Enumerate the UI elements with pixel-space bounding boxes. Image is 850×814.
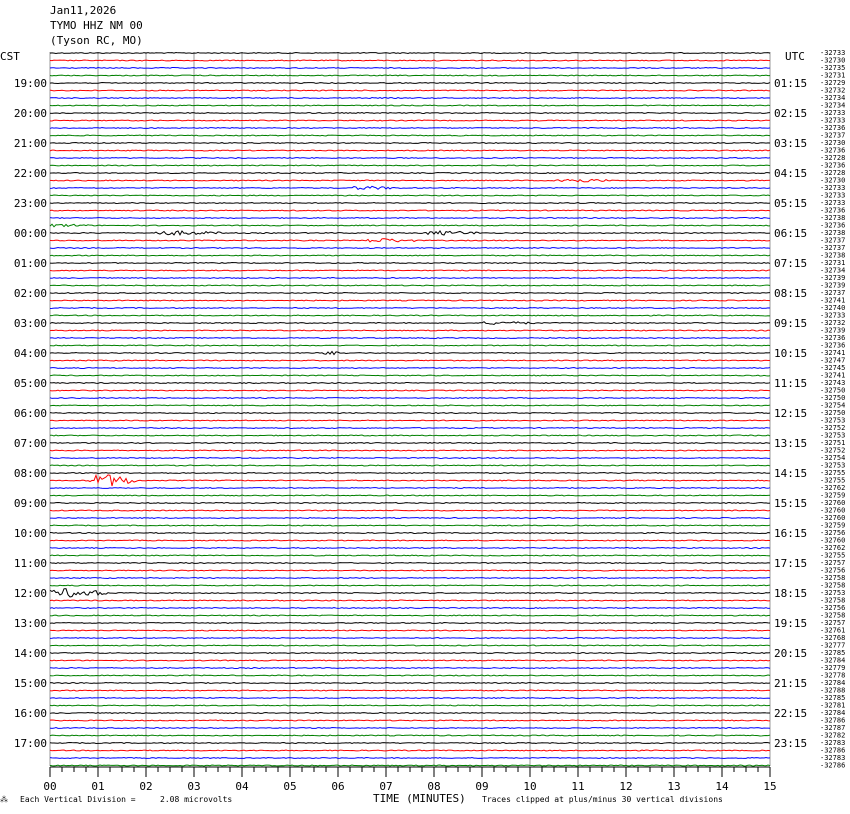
trace-offset-label: -32739 (820, 281, 846, 290)
trace-line (50, 589, 770, 597)
trace-offset-label: -32747 (820, 356, 846, 365)
trace-line (50, 623, 770, 624)
trace-line (50, 322, 770, 325)
trace-line (50, 645, 770, 646)
trace-offset-label: -32753 (820, 461, 846, 470)
right-hour-label: 13:15 (774, 437, 808, 450)
trace-offset-label: -32784 (820, 656, 846, 665)
trace-offset-label: -32732 (820, 319, 846, 327)
trace-line (50, 383, 770, 384)
left-hour-label: 13:00 (13, 617, 47, 630)
trace-offset-label: -32777 (820, 641, 846, 650)
right-hour-label: 09:15 (774, 317, 808, 330)
trace-line (50, 128, 770, 129)
trace-offset-label: -32768 (820, 634, 846, 642)
trace-line (50, 90, 770, 91)
trace-offset-label: -32785 (820, 649, 846, 657)
trace-offset-label: -32734 (820, 266, 846, 275)
left-hour-label: 08:00 (13, 467, 47, 480)
trace-offset-label: -32787 (820, 724, 846, 732)
trace-line (50, 465, 770, 466)
trace-offset-label: -32755 (820, 469, 846, 477)
trace-line (50, 75, 770, 76)
trace-line (50, 585, 770, 586)
trace-offset-label: -32737 (820, 244, 846, 252)
trace-offset-label: -32741 (820, 371, 846, 380)
trace-offset-label: -32736 (820, 124, 846, 132)
trace-offset-label: -32751 (820, 439, 846, 447)
trace-line (50, 285, 770, 286)
trace-line (50, 338, 770, 339)
trace-line (50, 210, 770, 211)
trace-offset-label: -32755 (820, 476, 846, 485)
trace-offset-label: -32728 (820, 154, 846, 162)
trace-line (50, 765, 770, 766)
left-hour-label: 17:00 (13, 737, 47, 750)
left-hour-label: 10:00 (13, 527, 47, 540)
trace-line (50, 150, 770, 151)
trace-line (50, 105, 770, 106)
right-hour-label: 23:15 (774, 737, 808, 750)
trace-line (50, 405, 770, 406)
left-hour-label: 07:00 (13, 437, 47, 450)
trace-offset-label: -32762 (820, 544, 846, 552)
trace-offset-label: -32734 (820, 101, 846, 110)
trace-line (50, 351, 770, 354)
left-hour-label: 11:00 (13, 557, 47, 570)
trace-offset-label: -32753 (820, 416, 846, 425)
trace-line (50, 510, 770, 511)
trace-offset-label: -32759 (820, 521, 846, 530)
right-hour-label: 08:15 (774, 287, 808, 300)
trace-line (50, 60, 770, 61)
trace-offset-label: -32730 (820, 56, 846, 65)
trace-offset-label: -32758 (820, 574, 846, 582)
trace-line (50, 143, 770, 144)
trace-offset-label: -32732 (820, 86, 846, 95)
trace-line (50, 548, 770, 549)
trace-offset-label: -32737 (820, 236, 846, 245)
trace-offset-label: -32755 (820, 551, 846, 560)
trace-offset-label: -32738 (820, 251, 846, 260)
trace-offset-label: -32784 (820, 709, 846, 717)
trace-offset-label: -32760 (820, 514, 846, 522)
trace-offset-label: -32752 (820, 446, 846, 455)
right-hour-label: 18:15 (774, 587, 808, 600)
trace-line (50, 653, 770, 654)
trace-line (50, 308, 770, 309)
trace-line (50, 345, 770, 346)
trace-offset-label: -32733 (820, 311, 846, 320)
trace-offset-label: -32785 (820, 694, 846, 702)
trace-line (50, 368, 770, 369)
trace-line (50, 488, 770, 489)
trace-offset-label: -32761 (820, 626, 846, 635)
left-hour-label: 04:00 (13, 347, 47, 360)
trace-offset-label: -32750 (820, 386, 846, 395)
trace-offset-label: -32737 (820, 289, 846, 297)
trace-line (50, 293, 770, 294)
trace-offset-label: -32740 (820, 304, 846, 312)
right-hour-label: 17:15 (774, 557, 808, 570)
trace-offset-label: -32731 (820, 259, 846, 267)
x-tick-label: 07 (379, 780, 393, 793)
trace-offset-label: -32783 (820, 739, 846, 747)
trace-offset-label: -32741 (820, 296, 846, 305)
x-tick-label: 04 (235, 780, 249, 793)
left-hour-label: 02:00 (13, 287, 47, 300)
trace-line (50, 375, 770, 376)
trace-line (50, 231, 770, 235)
trace-line (50, 158, 770, 159)
trace-line (50, 728, 770, 729)
trace-offset-label: -32786 (820, 716, 846, 725)
trace-offset-label: -32756 (820, 566, 846, 575)
trace-line (50, 570, 770, 571)
x-tick-label: 09 (475, 780, 489, 793)
right-hour-label: 22:15 (774, 707, 808, 720)
right-hour-label: 07:15 (774, 257, 808, 270)
trace-line (50, 743, 770, 744)
trace-offset-label: -32756 (820, 604, 846, 612)
trace-line (50, 675, 770, 676)
left-hour-label: 06:00 (13, 407, 47, 420)
right-hour-label: 15:15 (774, 497, 808, 510)
right-hour-label: 04:15 (774, 167, 808, 180)
right-hour-label: 03:15 (774, 137, 808, 150)
trace-line (50, 758, 770, 759)
trace-line (50, 413, 770, 414)
trace-offset-label: -32730 (820, 176, 846, 185)
trace-line (50, 203, 770, 204)
trace-line (50, 428, 770, 429)
trace-line (50, 53, 770, 54)
trace-offset-label: -32786 (820, 746, 846, 755)
right-hour-label: 10:15 (774, 347, 808, 360)
trace-line (50, 750, 770, 751)
right-hour-label: 11:15 (774, 377, 808, 390)
trace-offset-label: -32736 (820, 341, 846, 350)
left-hour-label: 21:00 (13, 137, 47, 150)
trace-offset-label: -32754 (820, 454, 846, 462)
trace-line (50, 360, 770, 361)
trace-offset-label: -32752 (820, 424, 846, 432)
trace-line (50, 83, 770, 84)
plot-date: Jan11,2026 (50, 4, 117, 17)
trace-line (50, 713, 770, 714)
right-timezone-label: UTC (785, 50, 805, 63)
right-hour-label: 06:15 (774, 227, 808, 240)
trace-offset-label: -32735 (820, 64, 846, 72)
trace-line (50, 315, 770, 316)
left-hour-label: 03:00 (13, 317, 47, 330)
trace-offset-label: -32781 (820, 701, 846, 710)
x-tick-label: 01 (91, 780, 105, 793)
trace-offset-label: -32759 (820, 491, 846, 500)
trace-offset-label: -32758 (820, 596, 846, 605)
left-hour-label: 22:00 (13, 167, 47, 180)
trace-offset-label: -32736 (820, 334, 846, 342)
left-hour-label: 09:00 (13, 497, 47, 510)
trace-offset-label: -32784 (820, 679, 846, 687)
trace-offset-label: -32758 (820, 611, 846, 620)
trace-offset-label: -32753 (820, 431, 846, 440)
trace-offset-label: -32782 (820, 731, 846, 740)
trace-line (50, 120, 770, 121)
trace-line (50, 255, 770, 256)
left-hour-label: 19:00 (13, 77, 47, 90)
trace-line (50, 435, 770, 436)
trace-line (50, 608, 770, 609)
left-timezone-label: CST (0, 50, 20, 63)
trace-offset-label: -32783 (820, 754, 846, 762)
trace-offset-label: -32779 (820, 664, 846, 672)
right-hour-label: 12:15 (774, 407, 808, 420)
trace-line (50, 186, 770, 189)
trace-line (50, 578, 770, 579)
trace-line (50, 698, 770, 699)
trace-line (50, 263, 770, 264)
trace-offset-label: -32736 (820, 161, 846, 170)
x-tick-label: 02 (139, 780, 153, 793)
trace-offset-label: -32750 (820, 409, 846, 417)
trace-offset-label: -32738 (820, 229, 846, 237)
trace-line (50, 475, 770, 486)
x-tick-label: 03 (187, 780, 201, 793)
trace-offset-label: -32745 (820, 364, 846, 372)
trace-line (50, 533, 770, 534)
trace-offset-label: -32741 (820, 349, 846, 357)
trace-line (50, 270, 770, 271)
trace-offset-label: -32731 (820, 71, 846, 80)
trace-offset-label: -32760 (820, 506, 846, 515)
trace-line (50, 540, 770, 541)
trace-line (50, 525, 770, 526)
trace-line (50, 458, 770, 459)
trace-offset-label: -32730 (820, 139, 846, 147)
right-hour-label: 05:15 (774, 197, 808, 210)
trace-line (50, 135, 770, 136)
trace-line (50, 660, 770, 661)
trace-offset-label: -32733 (820, 184, 846, 192)
trace-offset-label: -32754 (820, 401, 846, 410)
left-hour-label: 16:00 (13, 707, 47, 720)
left-hour-label: 05:00 (13, 377, 47, 390)
trace-offset-label: -32750 (820, 394, 846, 402)
trace-line (50, 224, 770, 227)
trace-line (50, 600, 770, 601)
trace-line (50, 173, 770, 174)
left-hour-label: 20:00 (13, 107, 47, 120)
x-tick-label: 13 (667, 780, 681, 793)
trace-line (50, 668, 770, 669)
trace-line (50, 248, 770, 249)
trace-line (50, 450, 770, 451)
left-hour-label: 00:00 (13, 227, 47, 240)
trace-line (50, 683, 770, 684)
right-hour-label: 19:15 (774, 617, 808, 630)
trace-line (50, 390, 770, 391)
trace-line (50, 638, 770, 639)
trace-line (50, 195, 770, 196)
trace-line (50, 705, 770, 706)
trace-line (50, 563, 770, 564)
vertical-division-label: Each Vertical Division = (20, 795, 136, 804)
trace-offset-label: -32733 (820, 191, 846, 200)
left-hour-label: 15:00 (13, 677, 47, 690)
trace-offset-label: -32733 (820, 49, 846, 57)
trace-offset-label: -32760 (820, 499, 846, 507)
trace-offset-label: -32728 (820, 169, 846, 177)
trace-line (50, 165, 770, 166)
left-hour-label: 12:00 (13, 587, 47, 600)
trace-offset-label: -32733 (820, 109, 846, 117)
x-tick-label: 08 (427, 780, 441, 793)
trace-line (50, 473, 770, 474)
trace-offset-label: -32760 (820, 536, 846, 545)
trace-offset-label: -32737 (820, 131, 846, 140)
x-tick-label: 05 (283, 780, 297, 793)
trace-line (50, 68, 770, 69)
trace-offset-label: -32733 (820, 116, 846, 125)
footer-mark: ⁂ (0, 795, 8, 804)
left-hour-label: 01:00 (13, 257, 47, 270)
trace-line (50, 555, 770, 556)
left-hour-label: 14:00 (13, 647, 47, 660)
x-tick-label: 11 (571, 780, 585, 793)
trace-line (50, 503, 770, 504)
trace-offset-label: -32736 (820, 221, 846, 230)
right-hour-label: 20:15 (774, 647, 808, 660)
trace-offset-label: -32756 (820, 529, 846, 537)
trace-line (50, 113, 770, 114)
trace-offset-label: -32743 (820, 379, 846, 387)
trace-offset-label: -32778 (820, 671, 846, 680)
x-tick-label: 12 (619, 780, 633, 793)
trace-line (50, 300, 770, 301)
station-location: (Tyson RC, MO) (50, 34, 143, 47)
trace-line (50, 443, 770, 444)
right-hour-label: 14:15 (774, 467, 808, 480)
trace-line (50, 720, 770, 721)
trace-offset-label: -32758 (820, 581, 846, 590)
trace-offset-label: -32736 (820, 206, 846, 215)
trace-offset-label: -32733 (820, 199, 846, 207)
trace-line (50, 278, 770, 279)
station-channel: TYMO HHZ NM 00 (50, 19, 143, 32)
trace-line (50, 690, 770, 691)
clipping-note: Traces clipped at plus/minus 30 vertical divisions (482, 795, 723, 804)
x-tick-label: 15 (763, 780, 777, 793)
trace-offset-label: -32762 (820, 484, 846, 492)
trace-line (50, 179, 770, 181)
right-hour-label: 01:15 (774, 77, 808, 90)
x-tick-label: 10 (523, 780, 537, 793)
right-hour-label: 21:15 (774, 677, 808, 690)
trace-line (50, 615, 770, 616)
microvolts-value: 2.08 microvolts (160, 795, 233, 804)
x-tick-label: 00 (43, 780, 57, 793)
trace-offset-label: -32736 (820, 146, 846, 155)
trace-offset-label: -32739 (820, 274, 846, 282)
trace-offset-label: -32734 (820, 94, 846, 102)
x-tick-label: 14 (715, 780, 729, 793)
trace-line (50, 518, 770, 519)
trace-line (50, 495, 770, 496)
trace-offset-label: -32738 (820, 214, 846, 222)
trace-offset-label: -32753 (820, 589, 846, 597)
trace-line (50, 398, 770, 399)
trace-line (50, 98, 770, 99)
trace-offset-label: -32786 (820, 761, 846, 770)
trace-line (50, 239, 770, 242)
left-hour-label: 23:00 (13, 197, 47, 210)
x-axis-title: TIME (MINUTES) (373, 792, 466, 805)
trace-offset-label: -32788 (820, 686, 846, 695)
trace-line (50, 420, 770, 421)
right-hour-label: 16:15 (774, 527, 808, 540)
trace-line (50, 735, 770, 736)
x-tick-label: 06 (331, 780, 345, 793)
trace-line (50, 330, 770, 331)
trace-offset-label: -32757 (820, 619, 846, 627)
trace-offset-label: -32729 (820, 79, 846, 87)
trace-line (50, 630, 770, 631)
trace-line (50, 218, 770, 219)
trace-offset-label: -32739 (820, 326, 846, 335)
right-hour-label: 02:15 (774, 107, 808, 120)
trace-offset-label: -32757 (820, 559, 846, 567)
